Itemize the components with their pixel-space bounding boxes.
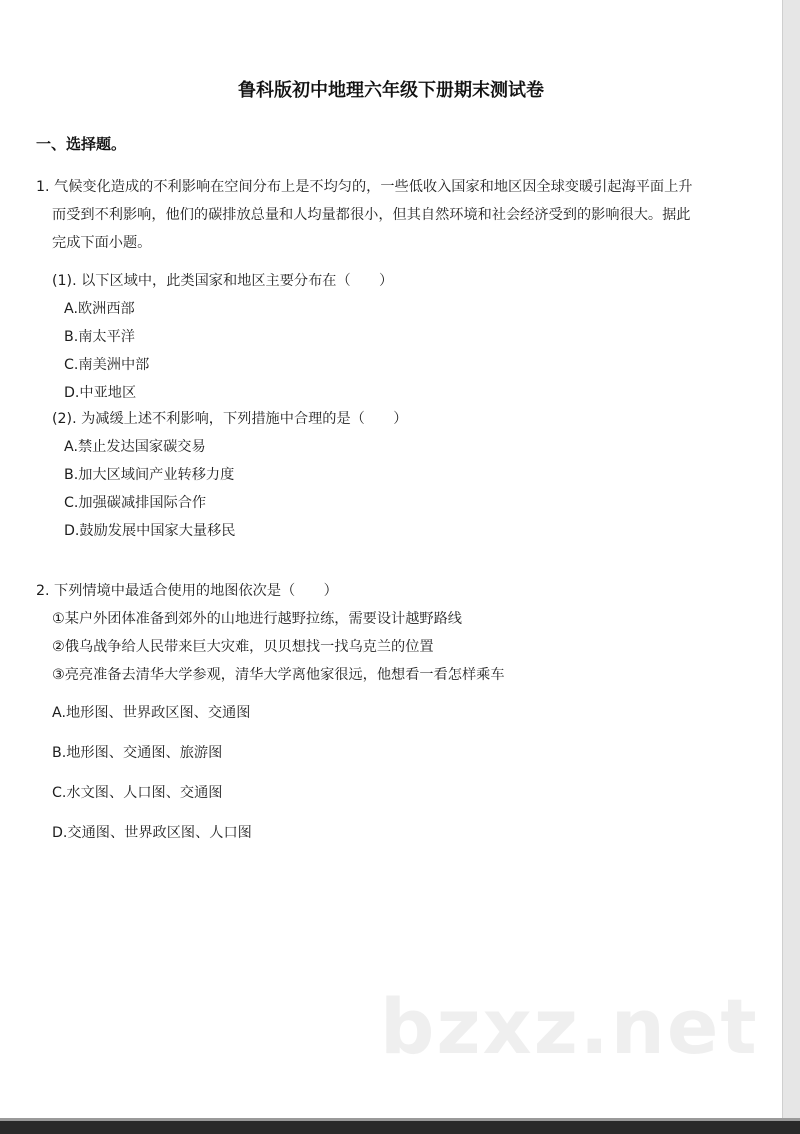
site-watermark: bzxz.net: [380, 982, 759, 1071]
q1-sub2-stem: (2). 为减缓上述不利影响，下列措施中合理的是（ ）: [52, 411, 408, 427]
q2-item-1: ①某户外团体准备到郊外的山地进行越野拉练，需要设计越野路线: [52, 611, 462, 627]
q2-option-d: D.交通图、世界政区图、人口图: [52, 825, 252, 841]
viewer-bottom-bar: [0, 1118, 800, 1134]
q2-item-2: ②俄乌战争给人民带来巨大灾难，贝贝想找一找乌克兰的位置: [52, 639, 434, 655]
q2-item-3: ③亮亮准备去清华大学参观，清华大学离他家很远，他想看一看怎样乘车: [52, 667, 505, 683]
q2-stem: 2. 下列情境中最适合使用的地图依次是（ ）: [36, 583, 338, 599]
q1-sub2-option-a: A.禁止发达国家碳交易: [64, 439, 206, 455]
q1-stem-line-3: 完成下面小题。: [52, 235, 152, 251]
q1-sub1-option-d: D.中亚地区: [64, 385, 137, 401]
q1-sub2-option-c: C.加强碳减排国际合作: [64, 495, 207, 511]
q1-sub1-option-a: A.欧洲西部: [64, 301, 135, 317]
q1-sub1-option-c: C.南美洲中部: [64, 357, 150, 373]
q2-option-b: B.地形图、交通图、旅游图: [52, 745, 223, 761]
q1-sub1-stem: (1). 以下区域中，此类国家和地区主要分布在（ ）: [52, 273, 394, 289]
q2-option-a: A.地形图、世界政区图、交通图: [52, 705, 251, 721]
q1-stem-line-2: 而受到不利影响，他们的碳排放总量和人均量都很小，但其自然环境和社会经济受到的影响很大。据此: [52, 207, 691, 223]
section-heading: 一、选择题。: [36, 135, 127, 153]
q1-stem-line-1: 1. 气候变化造成的不利影响在空间分布上是不均匀的，一些低收入国家和地区因全球变暖引起海平面上升: [36, 179, 693, 195]
q2-option-c: C.水文图、人口图、交通图: [52, 785, 223, 801]
page-title: 鲁科版初中地理六年级下册期末测试卷: [238, 80, 544, 101]
q1-sub1-option-b: B.南太平洋: [64, 329, 135, 345]
viewer-right-gutter: [782, 0, 800, 1118]
q1-sub2-option-b: B.加大区域间产业转移力度: [64, 467, 235, 483]
q1-sub2-option-d: D.鼓励发展中国家大量移民: [64, 523, 236, 539]
